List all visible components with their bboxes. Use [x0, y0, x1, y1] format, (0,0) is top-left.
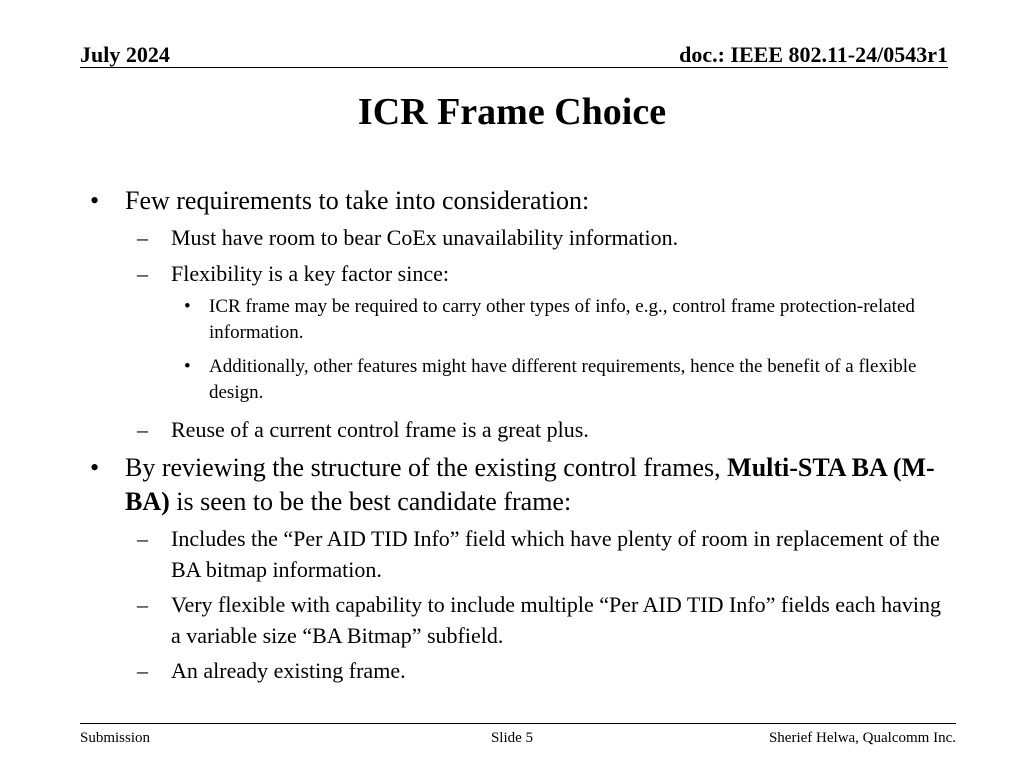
- bullet-text-prefix: By reviewing the structure of the existing control frames,: [125, 453, 728, 482]
- sub-item-per-aid-tid: [80, 523, 950, 585]
- footer-slide-number: Slide 5: [490, 730, 534, 746]
- sub-item-text: An already existing frame.: [171, 658, 406, 683]
- sub-sub-item-other-features: [80, 354, 950, 406]
- sub-item-text: Includes the “Per AID TID Info” field which have plenty of room in replacement of the BA bitmap information.: [171, 526, 940, 582]
- bullet-mba-candidate: [80, 451, 950, 519]
- sub-sub-item-text: ICR frame may be required to carry other types of info, e.g., control frame protection-related information.: [209, 296, 915, 343]
- sub-item-existing-frame: [80, 655, 950, 686]
- slide-title: ICR Frame Choice: [357, 91, 667, 133]
- dash-marker: –: [137, 225, 148, 250]
- dash-marker: –: [137, 658, 148, 683]
- dash-marker: –: [137, 417, 148, 442]
- sub-item-text: Very flexible with capability to include multiple “Per AID TID Info” fields each having a variable size “BA Bitmap” subfield.: [171, 592, 941, 648]
- sub-sub-item-text: Additionally, other features might have different requirements, hence the benefit of a flexible design.: [209, 356, 917, 403]
- sub-item-coex-room: [80, 222, 950, 253]
- header-doc-id: doc.: IEEE 802.11-24/0543r1: [679, 42, 948, 67]
- bullet-text: Few requirements to take into consideration:: [125, 186, 590, 215]
- footer-submission: Submission: [80, 730, 151, 746]
- sub-sub-item-other-info: [80, 294, 950, 346]
- header-divider: [80, 67, 948, 68]
- dash-marker: –: [137, 592, 148, 617]
- sub-item-reuse: [80, 414, 950, 445]
- sub-item-text: Must have room to bear CoEx unavailability information.: [171, 225, 679, 250]
- header-date: July 2024: [80, 42, 170, 67]
- bullet-text-suffix: is seen to be the best candidate frame:: [169, 487, 572, 516]
- bullet-marker: •: [90, 453, 100, 482]
- sub-item-text: Reuse of a current control frame is a great plus.: [171, 417, 589, 442]
- bullet-marker: •: [90, 186, 100, 215]
- dash-marker: –: [137, 526, 148, 551]
- sub-item-text: Flexibility is a key factor since:: [171, 261, 449, 286]
- footer-author: Sherief Helwa, Qualcomm Inc.: [768, 730, 956, 746]
- bullet-requirements: [80, 184, 950, 218]
- footer-divider: [80, 723, 956, 724]
- small-bullet-marker: •: [184, 296, 191, 317]
- bullet-text-bold: Multi-STA BA (M-BA): [125, 453, 935, 516]
- dash-marker: –: [137, 261, 148, 286]
- sub-item-very-flexible: [80, 589, 950, 651]
- small-bullet-marker: •: [184, 356, 191, 377]
- slide-body: [80, 184, 950, 686]
- sub-item-flexibility: [80, 258, 950, 289]
